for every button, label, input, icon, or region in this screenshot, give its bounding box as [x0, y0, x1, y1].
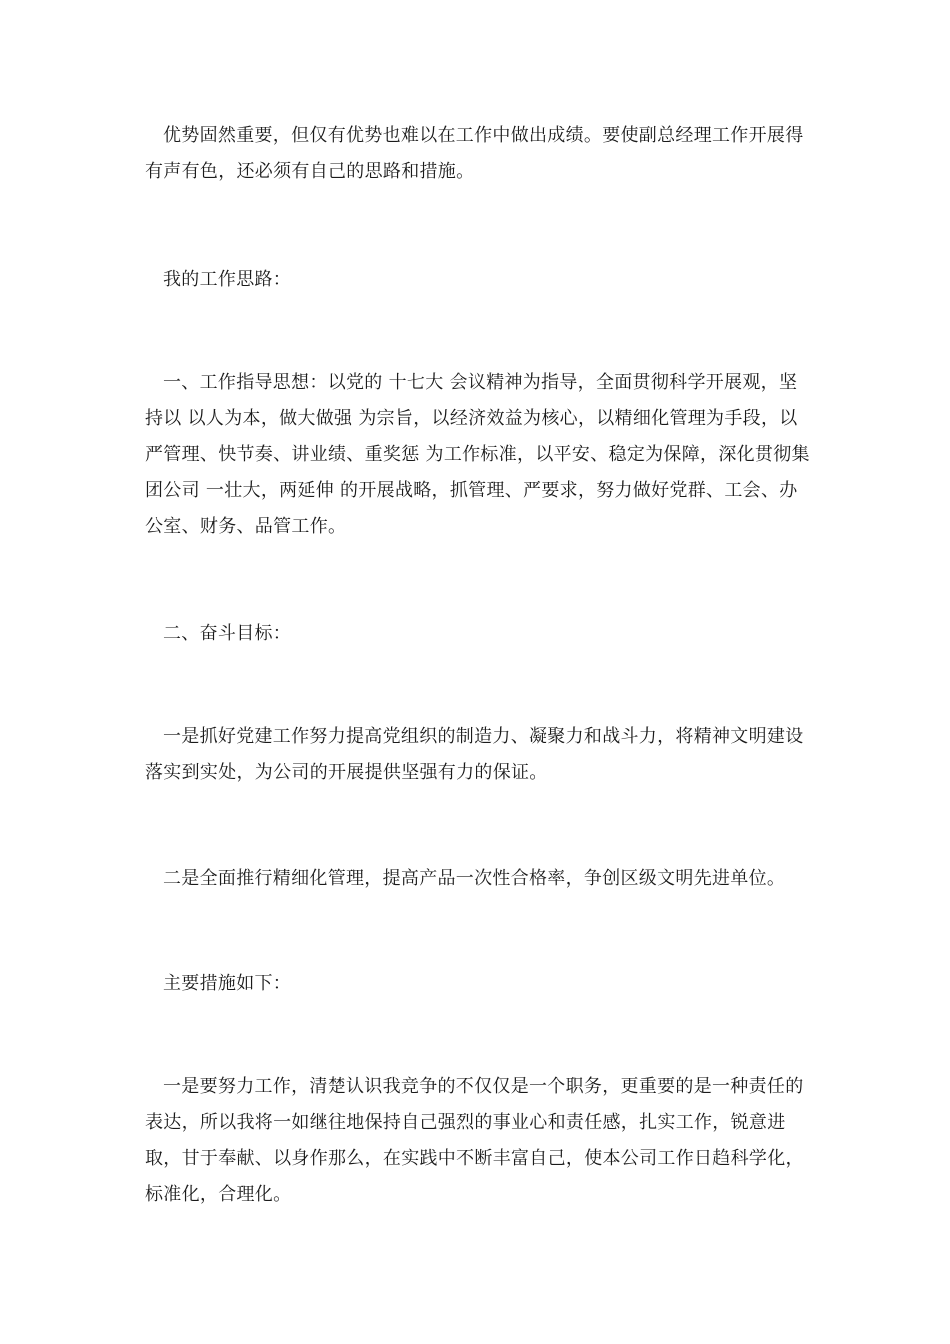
paragraph-work-approach-heading: 我的工作思路：: [163, 269, 292, 290]
paragraph-goal-one: 一是抓好党建工作努力提高党组织的制造力、凝聚力和战斗力，将精神文明建设落实到实处，为公司的开展提供坚强有力的保证。: [145, 726, 804, 783]
paragraph-guiding-ideology: 一、工作指导思想：以党的 十七大 会议精神为指导，全面贯彻科学开展观，坚持以 以人为本，做大做强 为宗旨，以经济效益为核心，以精细化管理为手段，以 严管理、快节奏、讲业绩、重奖惩 为工作标准，以平安、稳定为保障，深化贯彻集团公司 一壮大，两延伸 的开展战略，抓管理、严要求，努力做好党群、工会、办公室、财务、品管工作。: [145, 372, 810, 537]
paragraph-goal-two: 二是全面推行精细化管理，提高产品一次性合格率，争创区级文明先进单位。: [163, 868, 786, 889]
paragraph-goals-heading: 二、奋斗目标：: [163, 623, 292, 644]
paragraph-intro: 优势固然重要，但仅有优势也难以在工作中做出成绩。要使副总经理工作开展得有声有色，还必须有自己的思路和措施。: [145, 125, 804, 182]
paragraph-measures-heading: 主要措施如下：: [163, 973, 292, 994]
paragraph-measure-one: 一是要努力工作，清楚认识我竞争的不仅仅是一个职务，更重要的是一种责任的表达，所以我将一如继往地保持自己强烈的事业心和责任感，扎实工作，锐意进取，甘于奉献、以身作那么，在实践中不断丰富自己，使本公司工作日趋科学化，标准化，合理化。: [145, 1076, 804, 1205]
